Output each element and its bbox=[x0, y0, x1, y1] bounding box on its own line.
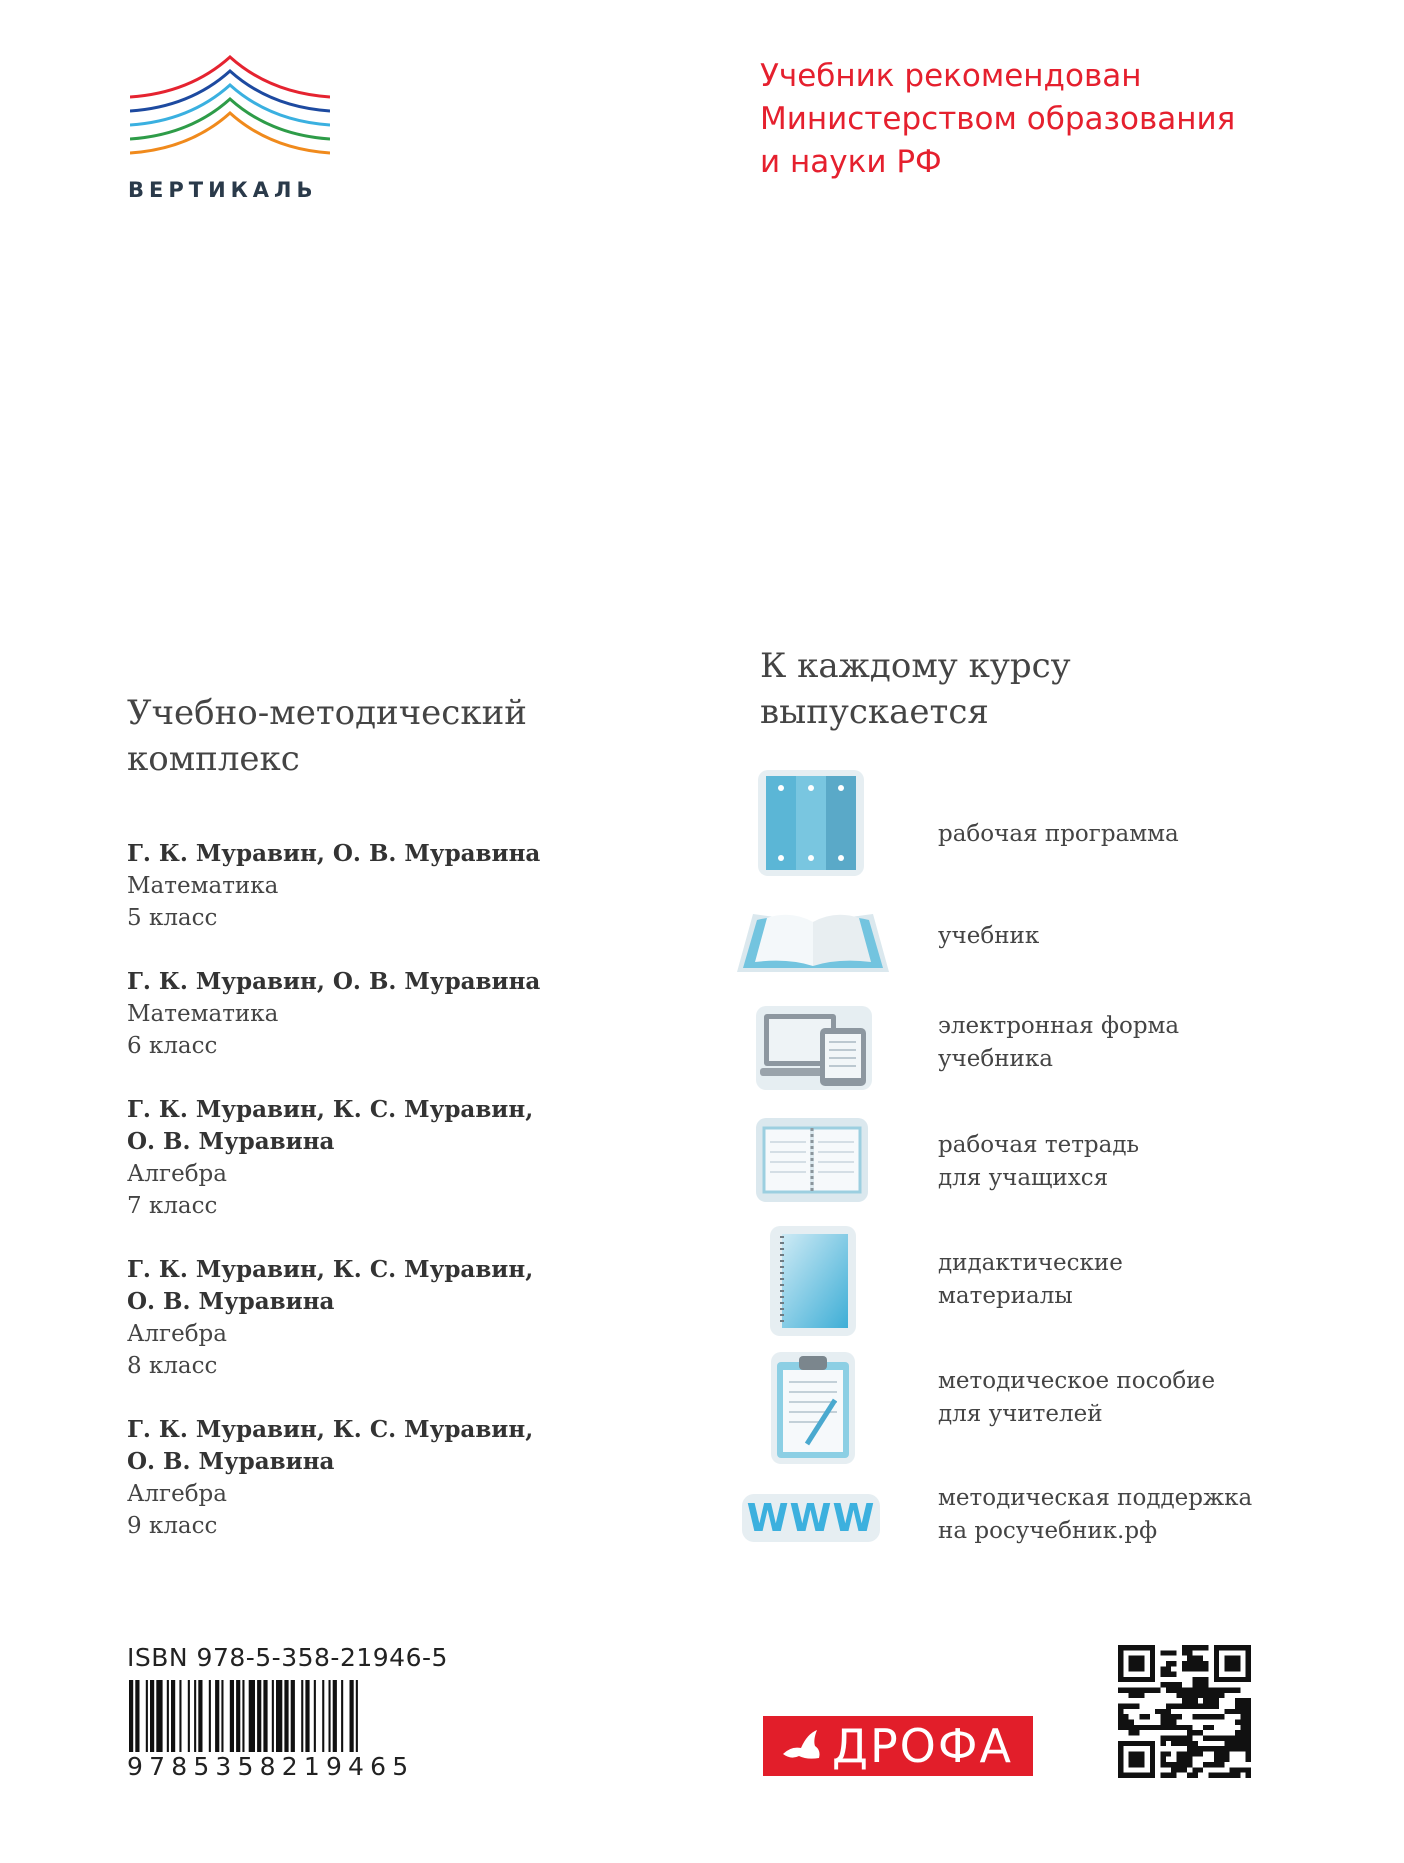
book-subject: Алгебра bbox=[127, 1161, 227, 1187]
course-heading bbox=[760, 643, 1071, 735]
book-grade: 6 класс bbox=[127, 1033, 218, 1059]
publisher-name: ДРОФА bbox=[832, 1719, 1013, 1773]
open-book-icon bbox=[733, 902, 893, 978]
book-grade: 8 класс bbox=[127, 1353, 218, 1379]
book-entry bbox=[127, 838, 647, 934]
resource-label bbox=[938, 818, 1179, 851]
umk-line: комплекс bbox=[127, 739, 300, 779]
resource-line: на росучебник.рф bbox=[938, 1518, 1158, 1544]
resource-line: методическое пособие bbox=[938, 1368, 1216, 1394]
book-authors: Г. К. Муравин, О. В. Муравина bbox=[127, 968, 541, 995]
resource-line: методическая поддержка bbox=[938, 1485, 1253, 1511]
barcode-number: 9785358219465 bbox=[127, 1752, 417, 1782]
resource-label bbox=[938, 1482, 1252, 1548]
book-entry bbox=[127, 966, 647, 1062]
resource-label bbox=[938, 920, 1039, 953]
book-authors: Г. К. Муравин, К. С. Муравин, bbox=[127, 1416, 534, 1443]
book-authors: Г. К. Муравин, К. С. Муравин, bbox=[127, 1096, 534, 1123]
book-entry bbox=[127, 1414, 647, 1542]
isbn-text: ISBN 978-5-358-21946-5 bbox=[127, 1643, 448, 1672]
book-subject: Алгебра bbox=[127, 1321, 227, 1347]
binders-icon bbox=[758, 770, 864, 876]
recommendation-line: Учебник рекомендован bbox=[760, 58, 1142, 94]
resource-label bbox=[938, 1129, 1139, 1195]
recommendation-line: и науки РФ bbox=[760, 144, 942, 180]
course-line: выпускается bbox=[760, 692, 989, 732]
qr-code-icon bbox=[1118, 1645, 1251, 1778]
resource-line: учебник bbox=[938, 923, 1040, 949]
resource-label bbox=[938, 1365, 1215, 1431]
resource-label bbox=[938, 1247, 1123, 1313]
book-authors: О. В. Муравина bbox=[127, 1288, 335, 1315]
book-authors: Г. К. Муравин, О. В. Муравина bbox=[127, 840, 541, 867]
bird-icon bbox=[777, 1724, 825, 1768]
book-grade: 5 класс bbox=[127, 905, 218, 931]
resource-label bbox=[938, 1010, 1179, 1076]
resource-line: для учителей bbox=[938, 1401, 1103, 1427]
resource-line: рабочая тетрадь bbox=[938, 1132, 1140, 1158]
book-authors: Г. К. Муравин, К. С. Муравин, bbox=[127, 1256, 534, 1283]
www-text: WWW bbox=[746, 1496, 876, 1540]
clipboard-icon bbox=[771, 1352, 855, 1464]
notebook-icon bbox=[770, 1226, 856, 1336]
book-entry bbox=[127, 1094, 647, 1222]
resource-line: электронная форма bbox=[938, 1013, 1180, 1039]
logo-text: ВЕРТИКАЛЬ bbox=[128, 178, 318, 202]
resource-line: учебника bbox=[938, 1046, 1053, 1072]
resource-line: для учащихся bbox=[938, 1165, 1109, 1191]
resource-line: рабочая программа bbox=[938, 821, 1179, 847]
recommendation-text bbox=[760, 55, 1360, 184]
book-entry bbox=[127, 1254, 647, 1382]
resource-line: материалы bbox=[938, 1283, 1073, 1309]
book-subject: Алгебра bbox=[127, 1481, 227, 1507]
recommendation-line: Министерством образования bbox=[760, 101, 1236, 137]
www-icon bbox=[742, 1494, 880, 1542]
umk-heading bbox=[127, 690, 527, 782]
devices-icon bbox=[756, 1006, 872, 1090]
book-subject: Математика bbox=[127, 1001, 279, 1027]
workbook-icon bbox=[756, 1118, 868, 1202]
umk-line: Учебно-методический bbox=[127, 693, 527, 733]
book-grade: 9 класс bbox=[127, 1513, 218, 1539]
book-subject: Математика bbox=[127, 873, 279, 899]
book-authors: О. В. Муравина bbox=[127, 1448, 335, 1475]
book-authors: О. В. Муравина bbox=[127, 1128, 335, 1155]
course-line: К каждому курсу bbox=[760, 646, 1071, 686]
book-grade: 7 класс bbox=[127, 1193, 218, 1219]
resource-line: дидактические bbox=[938, 1250, 1123, 1276]
